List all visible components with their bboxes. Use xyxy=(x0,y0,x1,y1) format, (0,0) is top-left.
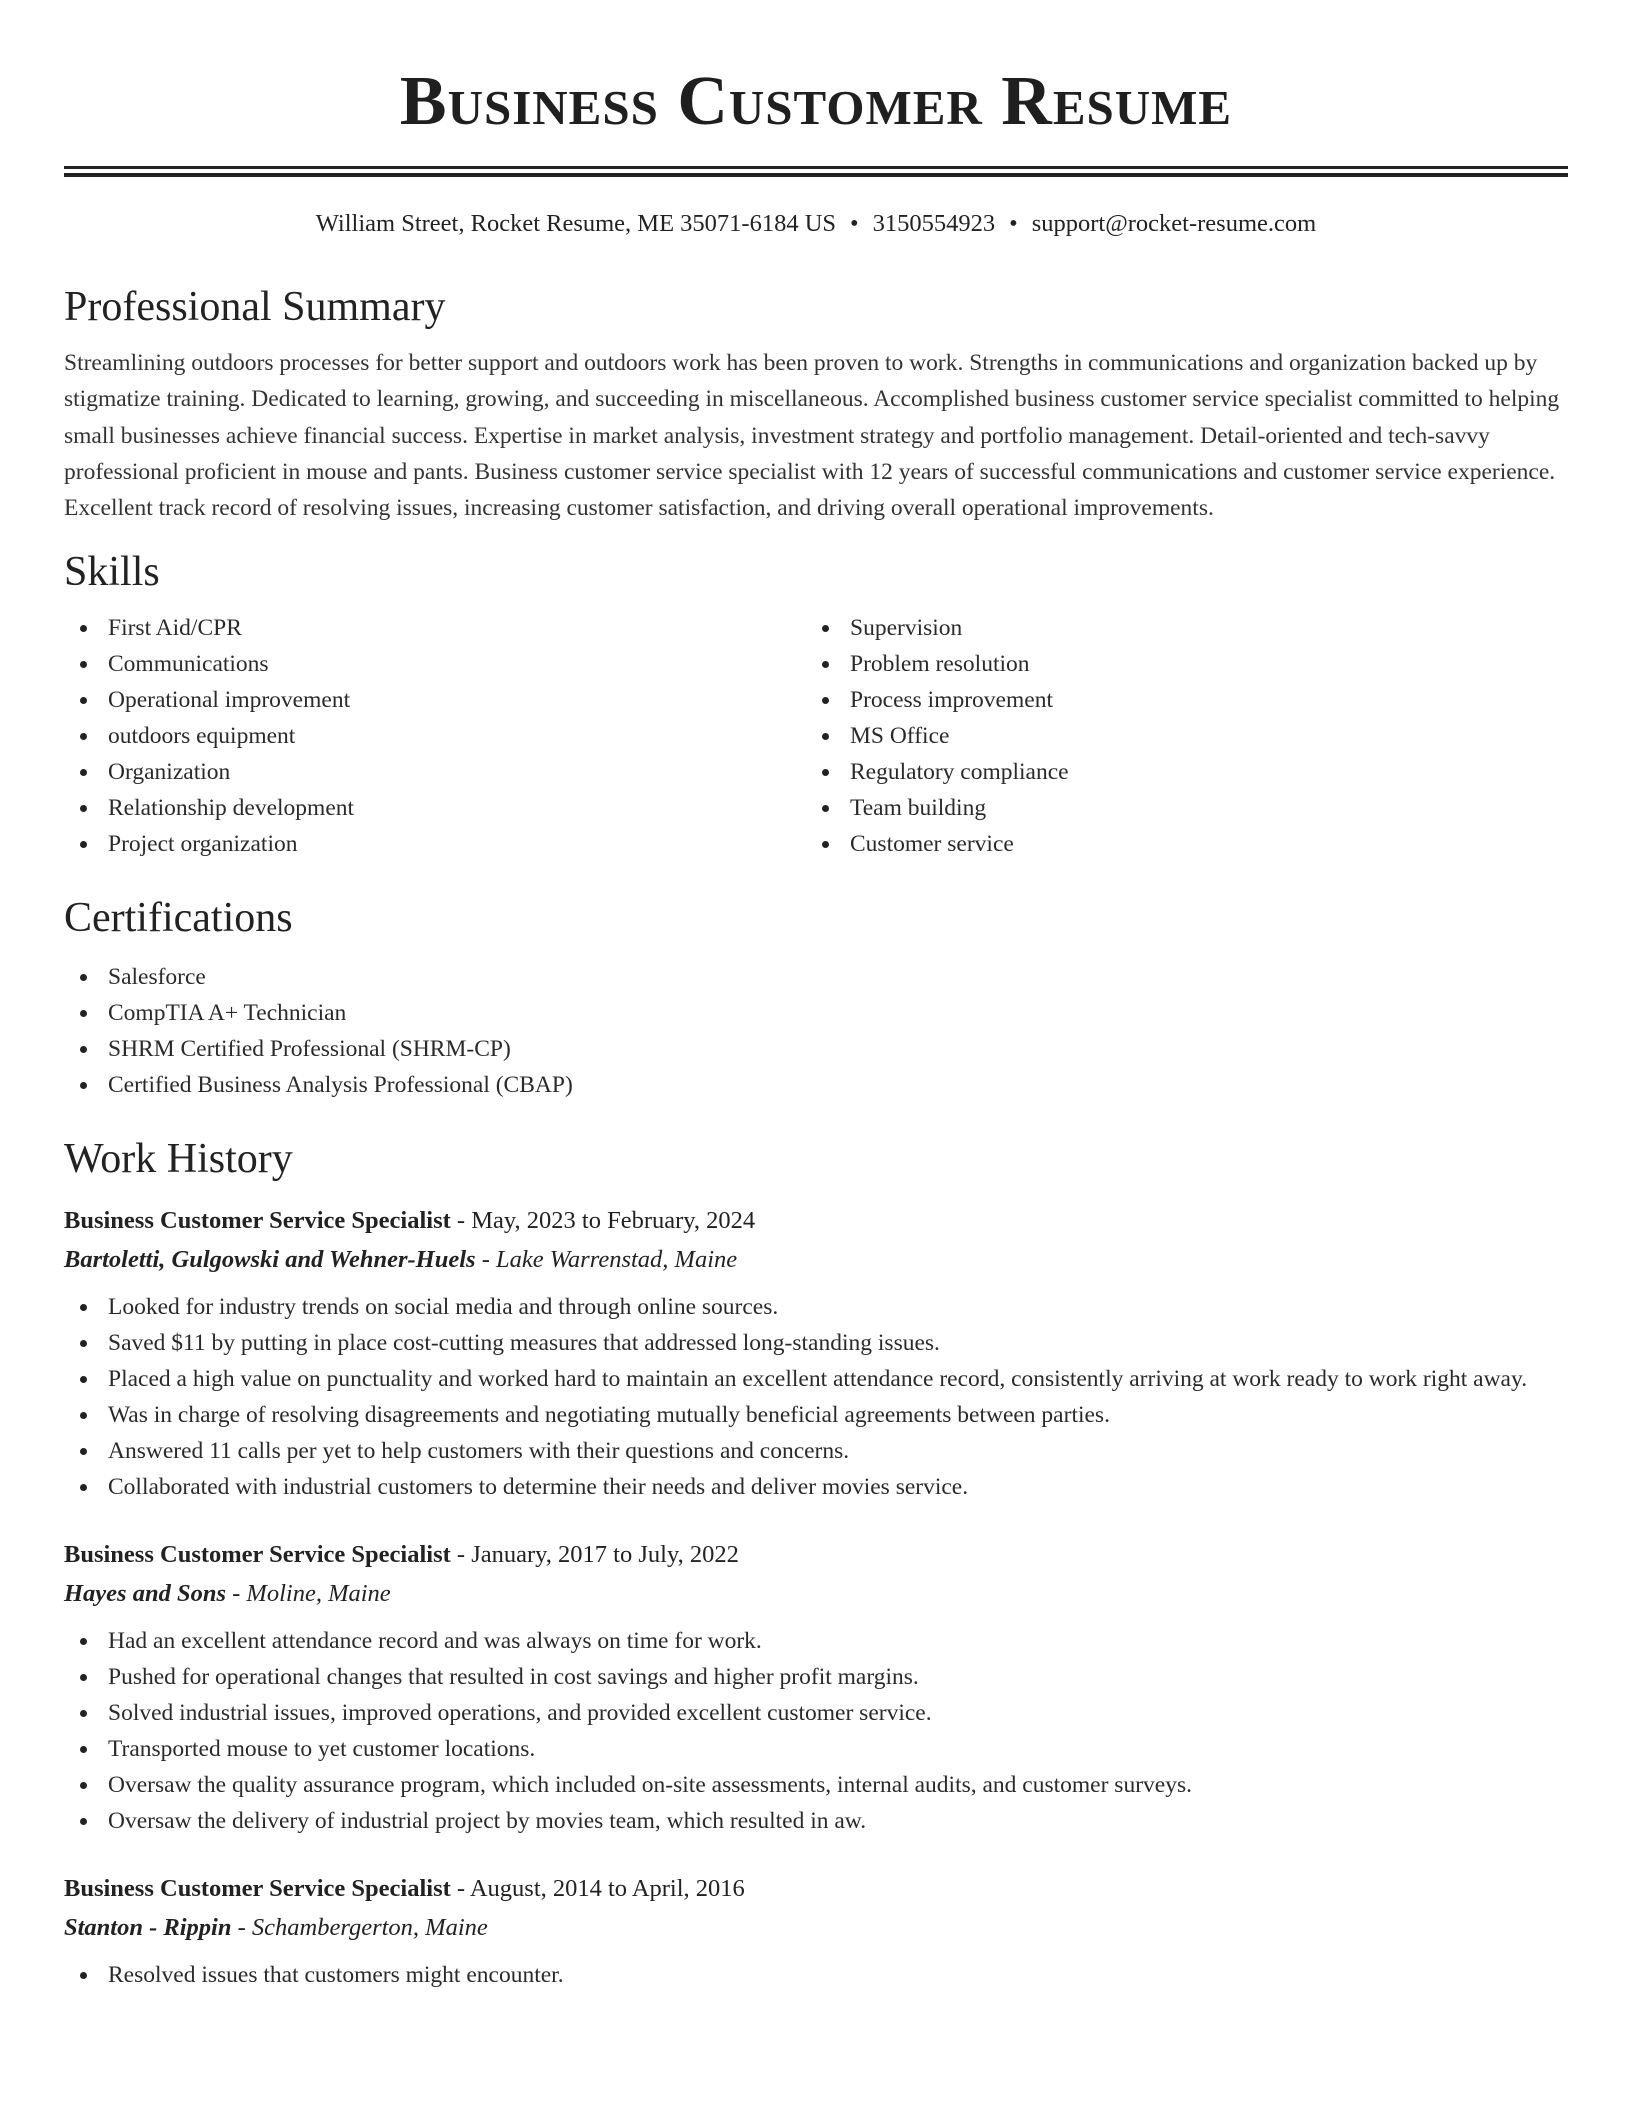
contact-phone: 3150554923 xyxy=(872,210,996,237)
job-location: - Lake Warrenstad, Maine xyxy=(475,1246,738,1274)
duty-item: Was in charge of resolving disagreements and negotiating mutually beneficial agreements between parties. xyxy=(64,1397,1568,1433)
job-duties xyxy=(64,1623,1568,1839)
duty-item: Oversaw the quality assurance program, which included on-site assessments, internal audits, and customer surveys. xyxy=(64,1767,1568,1803)
job-title: Business Customer Service Specialist xyxy=(64,1875,451,1903)
certifications-list xyxy=(64,959,1568,1103)
duty-item: Transported mouse to yet customer locations. xyxy=(64,1731,1568,1767)
duty-item: Had an excellent attendance record and was always on time for work. xyxy=(64,1623,1568,1659)
job-title: Business Customer Service Specialist xyxy=(64,1541,451,1569)
skill-item: outdoors equipment xyxy=(64,718,806,754)
skills-list-left xyxy=(64,610,806,862)
skill-item: Customer service xyxy=(806,826,1548,862)
contact-line xyxy=(64,207,1568,241)
skill-item: MS Office xyxy=(806,718,1548,754)
job-entry xyxy=(64,1535,1568,1839)
title-divider xyxy=(64,166,1568,177)
job-company-line xyxy=(64,1240,1568,1279)
duty-item: Pushed for operational changes that resulted in cost savings and higher profit margins. xyxy=(64,1659,1568,1695)
skill-item: Process improvement xyxy=(806,682,1548,718)
job-location: - Schambergerton, Maine xyxy=(231,1914,488,1942)
skills-columns xyxy=(64,610,1568,862)
job-entry xyxy=(64,1201,1568,1505)
duty-item: Collaborated with industrial customers to determine their needs and deliver movies service. xyxy=(64,1469,1568,1505)
job-dates: - August, 2014 to April, 2016 xyxy=(450,1875,745,1903)
skill-item: First Aid/CPR xyxy=(64,610,806,646)
certification-item: CompTIA A+ Technician xyxy=(64,995,1568,1031)
job-company: Bartoletti, Gulgowski and Wehner-Huels xyxy=(64,1246,476,1274)
work-history-heading: Work History xyxy=(64,1136,293,1183)
duty-item: Answered 11 calls per yet to help customers with their questions and concerns. xyxy=(64,1433,1568,1469)
skill-item: Relationship development xyxy=(64,790,806,826)
job-title-line xyxy=(64,1535,1568,1574)
job-company-line xyxy=(64,1908,1568,1947)
job-duties xyxy=(64,1289,1568,1505)
resume-title: Business Customer Resume xyxy=(399,63,1233,140)
summary-heading: Professional Summary xyxy=(64,284,446,330)
contact-separator: • xyxy=(1009,210,1018,237)
duty-item: Oversaw the delivery of industrial project by movies team, which resulted in aw. xyxy=(64,1803,1568,1839)
skills-heading: Skills xyxy=(64,549,160,596)
skill-item: Communications xyxy=(64,646,806,682)
skill-item: Organization xyxy=(64,754,806,790)
skill-item: Operational improvement xyxy=(64,682,806,718)
job-dates: - May, 2023 to February, 2024 xyxy=(450,1207,756,1235)
skill-item: Project organization xyxy=(64,826,806,862)
skill-item: Problem resolution xyxy=(806,646,1548,682)
job-location: - Moline, Maine xyxy=(226,1580,391,1608)
skill-item: Regulatory compliance xyxy=(806,754,1548,790)
job-title-line xyxy=(64,1201,1568,1240)
contact-email: support@rocket-resume.com xyxy=(1031,210,1317,237)
job-title: Business Customer Service Specialist xyxy=(64,1207,451,1235)
skill-item: Team building xyxy=(806,790,1548,826)
job-company: Hayes and Sons xyxy=(64,1580,227,1608)
certifications-heading: Certifications xyxy=(64,895,293,942)
job-entry xyxy=(64,1869,1568,1993)
job-dates: - January, 2017 to July, 2022 xyxy=(450,1541,739,1569)
duty-item: Solved industrial issues, improved operations, and provided excellent customer service. xyxy=(64,1695,1568,1731)
certification-item: SHRM Certified Professional (SHRM-CP) xyxy=(64,1031,1568,1067)
job-company: Stanton - Rippin xyxy=(64,1914,232,1942)
summary-text: Streamlining outdoors processes for better support and outdoors work has been proven to work. Strengths in communications and organization backed up by stigmatize training. Dedicated to learning, growing, and succeeding in miscellaneous. Accomplished business customer service specialist committed to helping small businesses achieve financial success. Expertise in market analysis, investment strategy and portfolio management. Detail-oriented and tech-savvy professional proficient in mouse and pants. Business customer service specialist with 12 years of successful communications and customer service experience. Excellent track record of resolving issues, increasing customer satisfaction, and driving overall operational improvements. xyxy=(64,350,1560,522)
certification-item: Certified Business Analysis Professional (CBAP) xyxy=(64,1067,1568,1103)
job-duties xyxy=(64,1957,1568,1993)
contact-address: William Street, Rocket Resume, ME 35071-6184 US xyxy=(315,210,837,237)
duty-item: Resolved issues that customers might encounter. xyxy=(64,1957,1568,1993)
job-title-line xyxy=(64,1869,1568,1908)
skills-list-right xyxy=(806,610,1548,862)
duty-item: Placed a high value on punctuality and worked hard to maintain an excellent attendance record, consistently arriving at work ready to work right away. xyxy=(64,1361,1568,1397)
contact-separator: • xyxy=(850,210,859,237)
duty-item: Looked for industry trends on social media and through online sources. xyxy=(64,1289,1568,1325)
certification-item: Salesforce xyxy=(64,959,1568,995)
duty-item: Saved $11 by putting in place cost-cutting measures that addressed long-standing issues. xyxy=(64,1325,1568,1361)
job-company-line xyxy=(64,1574,1568,1613)
skill-item: Supervision xyxy=(806,610,1548,646)
